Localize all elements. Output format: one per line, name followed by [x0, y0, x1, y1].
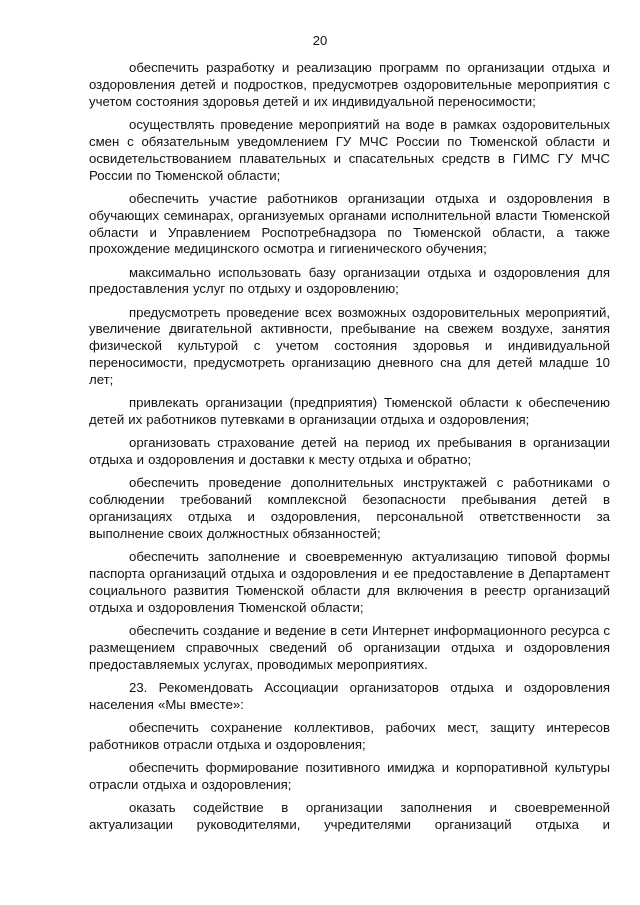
- paragraph-assist-actualization: оказать содействие в организации заполнения и своевременной актуализации руководителями, учредителями организаций отдыха и: [89, 799, 610, 832]
- paragraph-facility-usage: максимально использовать базу организации отдыха и оздоровления для предоставления услуг по отдыху и оздоровлению;: [89, 264, 610, 297]
- paragraph-health-activities: предусмотреть проведение всех возможных оздоровительных мероприятий, увеличение двигательной активности, пребывание на свежем воздухе, занятия физической культурой с учетом состояния здоровья и индивидуальной переносимости, предусмотреть организацию дневного сна для детей младше 10 лет;: [89, 304, 610, 388]
- paragraph-staff-training: обеспечить участие работников организации отдыха и оздоровления в обучающих семинарах, организуемых органами исполнительной власти Тюменской области и Управлением Роспотребнадзора по Тюменской области, а также прохождение медицинского осмотра и гигиенического обучения;: [89, 190, 610, 257]
- paragraph-enterprise-vouchers: привлекать организации (предприятия) Тюменской области к обеспечению детей их работников путевками в организации отдыха и оздоровления;: [89, 395, 610, 428]
- page-number: 20: [312, 33, 328, 48]
- paragraph-program-development: обеспечить разработку и реализацию программ по организации отдыха и оздоровления детей и подростков, предусмотрев оздоровительные мероприятия с учетом состояния здоровья детей и их индивидуальной переносимости;: [89, 60, 610, 109]
- document-body: [89, 60, 610, 834]
- paragraph-association-recommendation: 23. Рекомендовать Ассоциации организаторов отдыха и оздоровления населения «Мы вместе»:: [89, 679, 610, 712]
- paragraph-passport-form: обеспечить заполнение и своевременную актуализацию типовой формы паспорта организаций отдыха и оздоровления и ее предоставление в Департамент социального развития Тюменской области для включения в реестр организаций отдыха и оздоровления Тюменской области;: [89, 549, 610, 615]
- paragraph-child-insurance: организовать страхование детей на период их пребывания в организации отдыха и оздоровления и доставки к месту отдыха и обратно;: [89, 435, 610, 468]
- paragraph-corporate-culture: обеспечить формирование позитивного имиджа и корпоративной культуры отрасли отдыха и оздоровления;: [89, 759, 610, 792]
- paragraph-water-activities: осуществлять проведение мероприятий на воде в рамках оздоровительных смен с обязательным уведомлением ГУ МЧС России по Тюменской области и освидетельствованием плавательных и спасательных средств в ГИМС ГУ МЧС России по Тюменской области;: [89, 116, 610, 183]
- paragraph-safety-briefings: обеспечить проведение дополнительных инструктажей с работниками о соблюдении требований комплексной безопасности пребывания детей в организациях отдыха и оздоровления, персональной ответственности за выполнение своих должностных обязанностей;: [89, 475, 610, 541]
- paragraph-preserve-workforce: обеспечить сохранение коллективов, рабочих мест, защиту интересов работников отрасли отдыха и оздоровления;: [89, 719, 610, 752]
- paragraph-internet-resource: обеспечить создание и ведение в сети Интернет информационного ресурса с размещением справочных сведений об организации отдыха и оздоровления предоставляемых услугах, проводимых мероприятиях.: [89, 622, 610, 672]
